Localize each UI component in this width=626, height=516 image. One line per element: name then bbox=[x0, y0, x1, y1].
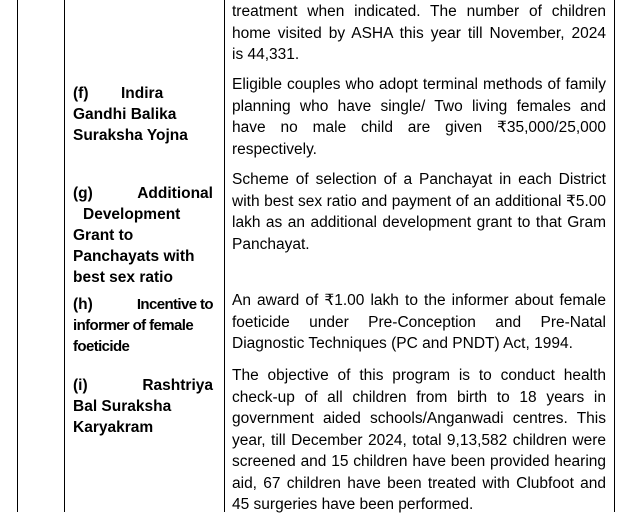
table-row-continued-description bbox=[232, 1, 606, 66]
text-line: year, till December 2024, total 9,13,582 children were bbox=[232, 431, 606, 449]
scheme-label-i bbox=[73, 375, 213, 438]
text-line: Incentive to bbox=[136, 296, 213, 313]
table-border-right bbox=[614, 0, 615, 512]
text-line: Development bbox=[83, 206, 181, 223]
text-line: Scheme of selection of a Panchayat in each District bbox=[232, 171, 606, 188]
text-line: Gandhi Balika bbox=[73, 106, 177, 123]
text-line: Panchayat. bbox=[232, 235, 310, 253]
text-line: respectively. bbox=[232, 140, 317, 158]
text-line: Grant to bbox=[73, 227, 134, 244]
table-border-serial bbox=[64, 0, 65, 512]
text-line: foeticide bbox=[73, 338, 130, 355]
text-line: informer of female bbox=[73, 317, 194, 334]
text-line: is 44,331. bbox=[232, 46, 300, 63]
text-line: Panchayats with bbox=[73, 248, 195, 265]
scheme-description-i bbox=[232, 365, 606, 516]
text-line: An award of ₹1.00 lakh to the informer about female bbox=[232, 292, 606, 309]
text-line: check-up of all children from birth to 18 years in bbox=[232, 388, 606, 406]
table-border-middle bbox=[224, 0, 225, 512]
text-line: Diagnostic Techniques (PC and PNDT) Act, 1994. bbox=[232, 335, 573, 352]
item-marker: (h) bbox=[73, 296, 93, 313]
text-line: Additional bbox=[137, 185, 213, 202]
text-line: Eligible couples who adopt terminal methods of family bbox=[232, 76, 606, 93]
text-line: treatment when indicated. The number of children bbox=[232, 3, 606, 20]
text-line: government aided schools/Anganwadi centres. This bbox=[232, 410, 606, 427]
text-line: Rashtriya bbox=[142, 377, 213, 394]
table-border-left bbox=[17, 0, 18, 512]
text-line: 45 surgeries have been performed. bbox=[232, 496, 474, 513]
text-line: lakh as an additional development grant to that Gram bbox=[232, 214, 606, 231]
text-line: best sex ratio bbox=[73, 269, 173, 286]
scheme-description-f bbox=[232, 74, 606, 160]
text-line: screened and 15 children have been provided hearing bbox=[232, 453, 606, 470]
text-line: with best sex ratio and payment of an additional ₹5.00 bbox=[232, 192, 606, 210]
text-line: The objective of this program is to conduct health bbox=[232, 367, 606, 384]
text-line: planning who have single/ Two living females and bbox=[232, 97, 606, 115]
text-line: Suraksha Yojna bbox=[73, 127, 188, 144]
text-line: Karyakram bbox=[73, 419, 154, 436]
scheme-label-g bbox=[73, 183, 213, 288]
scheme-description-g bbox=[232, 169, 606, 255]
scheme-description-h bbox=[232, 290, 606, 355]
text-line: Bal Suraksha bbox=[73, 398, 172, 415]
scheme-label-h bbox=[73, 294, 213, 357]
text-line: have no male child are given ₹35,000/25,000 bbox=[232, 119, 606, 136]
item-marker: (f) bbox=[73, 85, 89, 102]
item-marker: (g) bbox=[73, 185, 93, 202]
text-line: home visited by ASHA this year till November, 2024 bbox=[232, 24, 606, 42]
scheme-label-f bbox=[73, 83, 213, 146]
text-line: aid, 67 children have been treated with Clubfoot and bbox=[232, 474, 606, 492]
item-marker: (i) bbox=[73, 377, 88, 394]
text-line: foeticide under Pre-Conception and Pre-Natal bbox=[232, 313, 606, 331]
text-line: Indira bbox=[121, 85, 164, 102]
